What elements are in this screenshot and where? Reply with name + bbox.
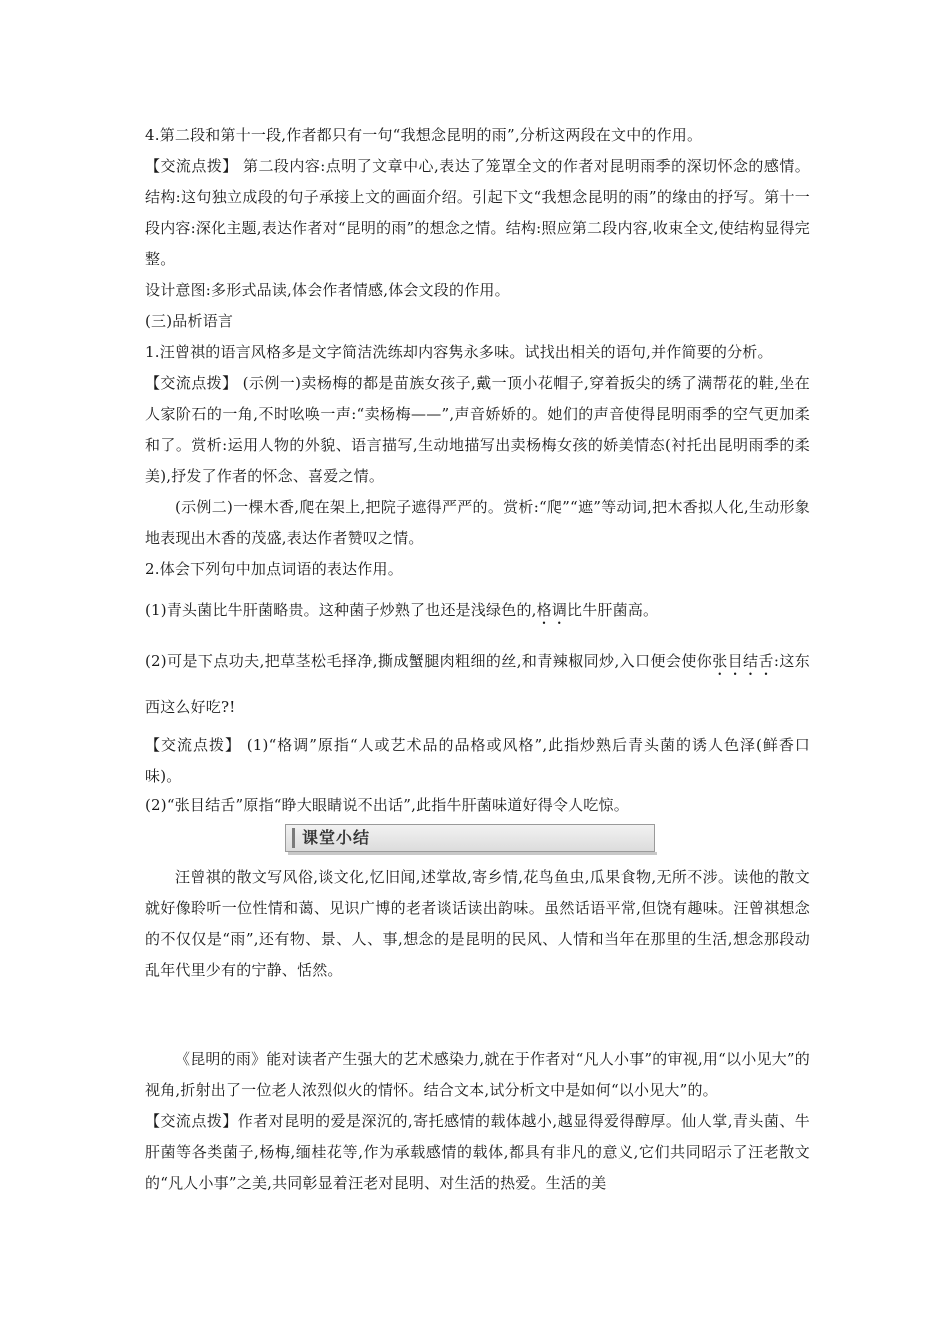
answer-tag: 【交流点拨】: [145, 1112, 238, 1130]
answer-4: [145, 151, 810, 275]
extension-answer: [145, 1106, 810, 1199]
sentence-1: (1)青头菌比牛肝菌略贵。这种菌子炒熟了也还是浅绿色的,格调比牛肝菌高。: [145, 601, 659, 619]
document-page: [145, 120, 810, 1199]
summary-banner: [285, 824, 655, 852]
dotted-word-1: 格调: [536, 601, 568, 619]
answer-3-1: [145, 368, 810, 492]
design-intent: 设计意图:多形式品读,体会作者情感,体会文段的作用。: [145, 281, 510, 299]
extension-question: 《昆明的雨》能对读者产生强大的艺术感染力,就在于作者对“凡人小事”的审视,用“以小见大”的视角,折射出了一位老人浓烈似火的情怀。结合文本,试分析文中是如何“以小见大”的。: [145, 1050, 810, 1099]
answer-text: 作者对昆明的爱是深沉的,寄托感情的载体越小,越显得爱得醇厚。仙人掌,青头菌、牛肝菌等各类菌子,杨梅,缅桂花等,作为承载感情的载体,都具有非凡的意义,它们共同昭示了汪老散文的“凡人小事”之美,共同彰显着汪老对昆明、对生活的热爱。生活的美: [145, 1112, 810, 1192]
question-3-2: 2.体会下列句中加点词语的表达作用。: [145, 560, 403, 578]
answer-text: 第二段内容:点明了文章中心,表达了笼罩全文的作者对昆明雨季的深切怀念的感情。结构:这句独立成段的句子承接上文的画面介绍。引起下文“我想念昆明的雨”的缘由的抒写。第十一段内容:深化主题,表达作者对“昆明的雨”的想念之情。结构:照应第二段内容,收束全文,使结构显得完整。: [145, 157, 810, 268]
answer-tag: 【交流点拨】: [145, 736, 241, 754]
question-3-1: 1.汪曾祺的语言风格多是文字简洁洗练却内容隽永多味。试找出相关的语句,并作简要的分析。: [145, 343, 773, 361]
sentence-2: (2)可是下点功夫,把草茎松毛择净,撕成蟹腿肉粗细的丝,和青辣椒同炒,入口便会使你张目结舌:这东西这么好吃?!: [145, 652, 811, 716]
answer-tag: 【交流点拨】: [145, 374, 238, 392]
answer-text: (1)“格调”原指“人或艺术品的品格或风格”,此指炒熟后青头菌的诱人色泽(鲜香口味)。: [145, 736, 811, 785]
answer-text: (示例一)卖杨梅的都是苗族女孩子,戴一顶小花帽子,穿着扳尖的绣了满帮花的鞋,坐在人家阶石的一角,不时吆唤一声:“卖杨梅——”,声音娇娇的。她们的声音使得昆明雨季的空气更加柔和了。赏析:运用人物的外貌、语言描写,生动地描写出卖杨梅女孩的娇美情态(衬托出昆明雨季的柔美),抒发了作者的怀念、喜爱之情。: [145, 374, 810, 485]
answer-tag: 【交流点拨】: [145, 157, 238, 175]
dotted-word-2: 张目结舌: [712, 652, 774, 670]
banner-title: 课堂小结: [302, 828, 371, 847]
banner-bar: [292, 828, 295, 848]
banner-shadow: [288, 852, 657, 855]
answer-3-2-part2: (2)“张目结舌”原指“睁大眼睛说不出话”,此指牛肝菌味道好得令人吃惊。: [145, 796, 629, 814]
question-4: 4.第二段和第十一段,作者都只有一句“我想念昆明的雨”,分析这两段在文中的作用。: [145, 126, 703, 144]
answer-3-2: [145, 730, 810, 792]
example-2: (示例二)一棵木香,爬在架上,把院子遮得严严的。赏析:“爬”“遮”等动词,把木香拟人化,生动形象地表现出木香的茂盛,表达作者赞叹之情。: [145, 498, 810, 547]
summary-text: 汪曾祺的散文写风俗,谈文化,忆旧闻,述掌故,寄乡情,花鸟鱼虫,瓜果食物,无所不涉。读他的散文就好像聆听一位性情和蔼、见识广博的老者谈话读出韵味。虽然话语平常,但饶有趣味。汪曾祺想念的不仅仅是“雨”,还有物、景、人、事,想念的是昆明的民风、人情和当年在那里的生活,想念那段动乱年代里少有的宁静、恬然。: [145, 868, 810, 979]
section-title: (三)品析语言: [145, 312, 234, 330]
